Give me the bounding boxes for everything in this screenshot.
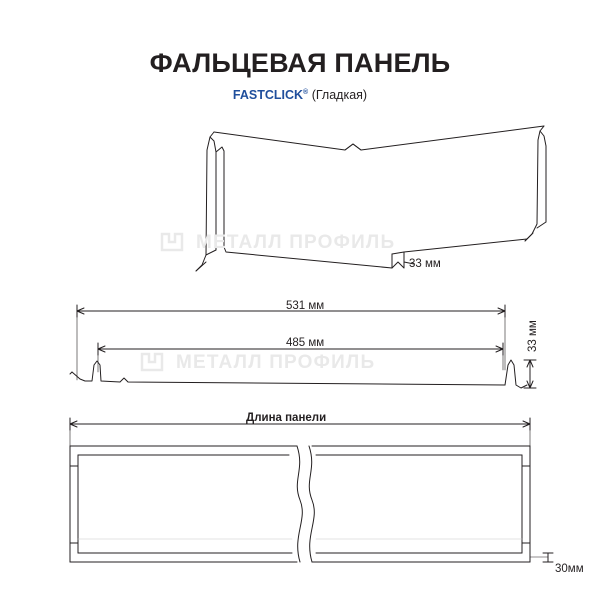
dimension-label-total-width: 531 мм [286, 300, 325, 312]
watermark-text: МЕТАЛЛ ПРОФИЛЬ [176, 352, 376, 373]
brand-name: FASTCLICK® [232, 88, 309, 102]
subtitle-rest: (Гладкая) [308, 88, 368, 102]
page-title: ФАЛЬЦЕВАЯ ПАНЕЛЬ [149, 48, 451, 78]
plan-view [70, 418, 553, 562]
registered-mark: ® [303, 88, 309, 96]
dimension-label-panel-length: Длина панели [246, 412, 327, 424]
watermark-logo-icon [140, 348, 170, 374]
dimension-label-overlap: 30мм [555, 563, 584, 575]
dimension-label-useful-width: 485 мм [286, 337, 325, 349]
dimension-label-height-side: 33 мм [527, 320, 539, 352]
watermark-logo-icon [160, 228, 190, 254]
watermark-text: МЕТАЛЛ ПРОФИЛЬ [196, 232, 396, 253]
dimension-label-height-top: 33 мм [409, 258, 441, 270]
